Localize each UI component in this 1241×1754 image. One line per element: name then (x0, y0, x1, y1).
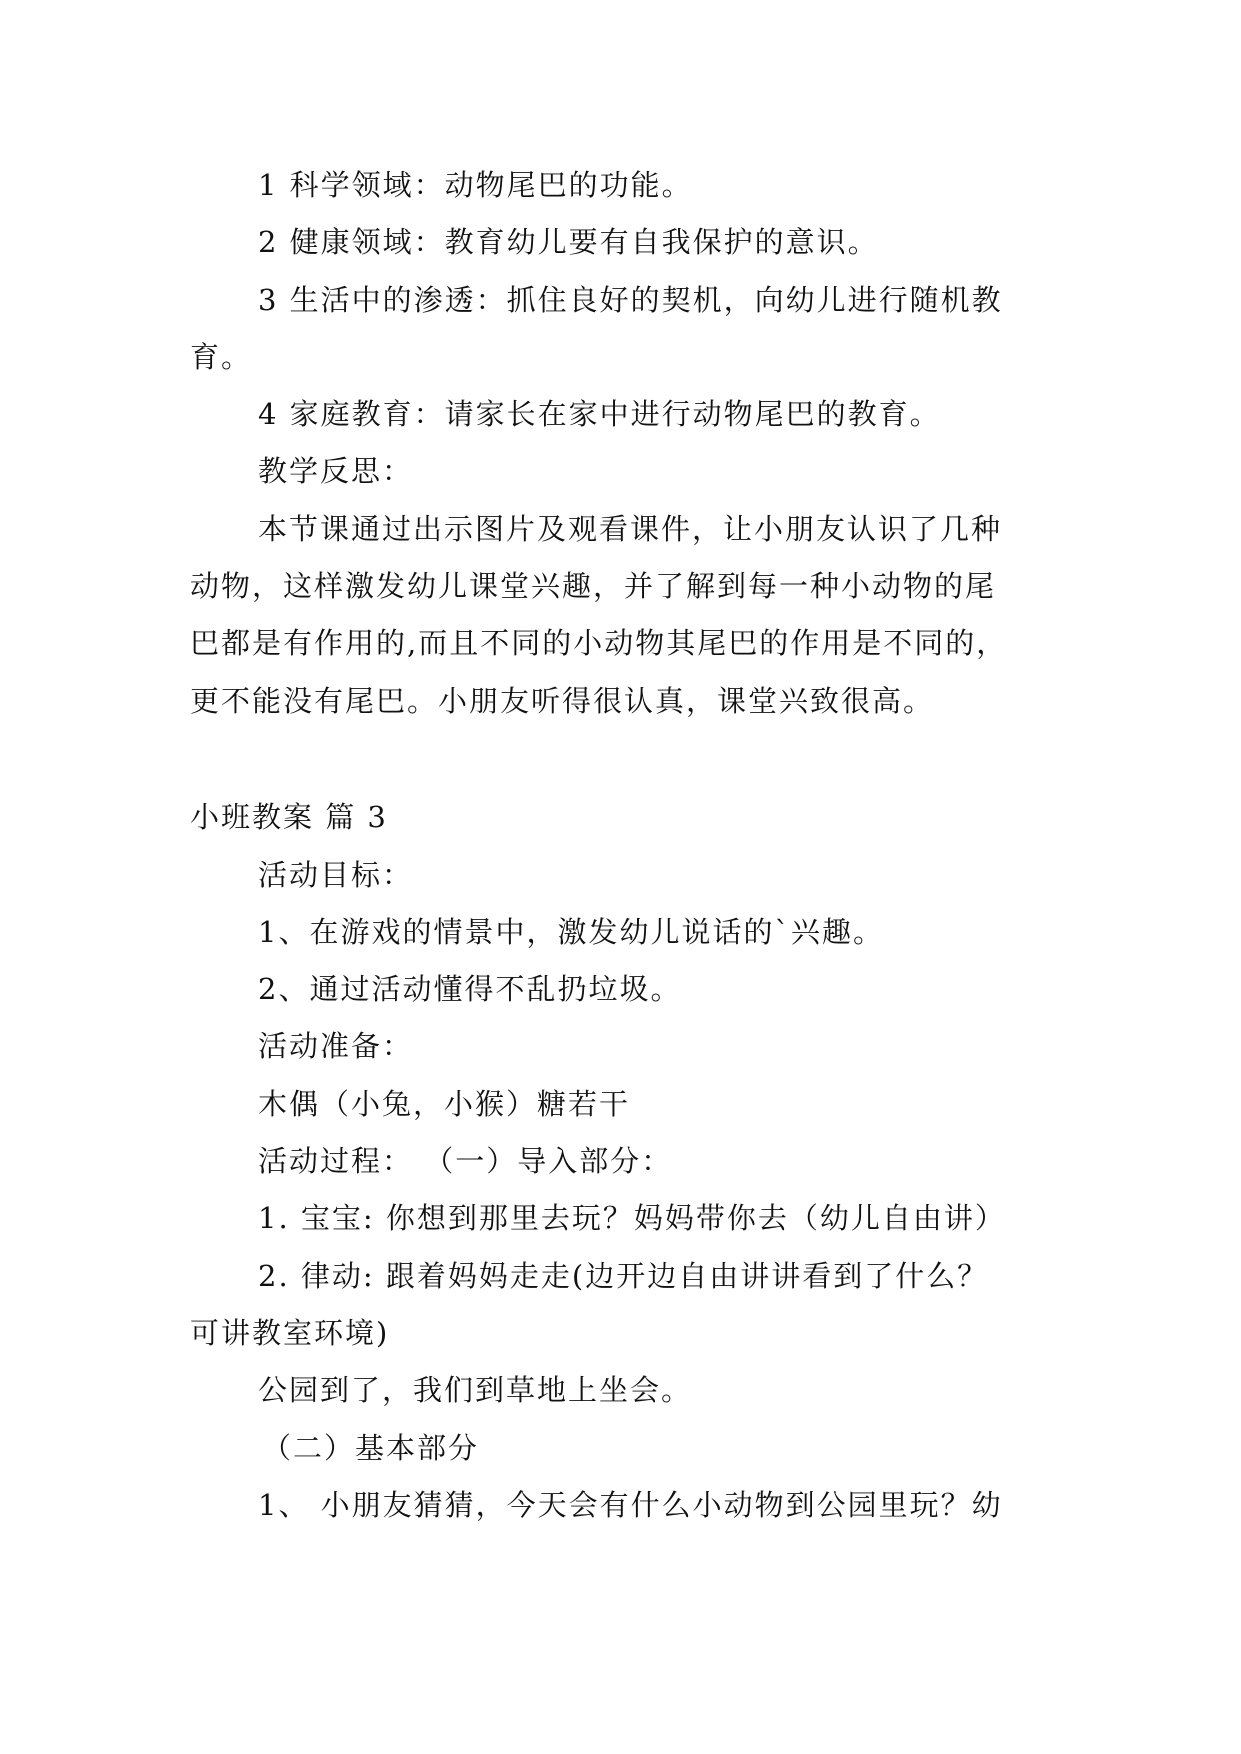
reflection-line-1: 本节课通过出示图片及观看课件，让小朋友认识了几种 (258, 512, 1003, 546)
prep-items: 木偶（小兔，小猴）糖若干 (258, 1087, 631, 1121)
process-line-4: 1、 小朋友猜猜，今天会有什么小动物到公园里玩？幼 (258, 1488, 1003, 1522)
extension-item-3-continued: 育。 (190, 340, 253, 374)
goal-item-1: 1、在游戏的情景中，激发幼儿说话的`兴趣。 (258, 915, 884, 949)
extension-item-3: 3 生活中的渗透：抓住良好的契机，向幼儿进行随机教 (258, 283, 1003, 317)
process-line-2: 2. 律动: 跟着妈妈走走(边开边自由讲讲看到了什么？ (258, 1259, 989, 1293)
basic-part-heading: （二）基本部分 (262, 1431, 480, 1465)
section-title: 小班教案 篇 3 (190, 800, 388, 834)
extension-item-4: 4 家庭教育：请家长在家中进行动物尾巴的教育。 (258, 397, 941, 431)
process-line-3: 公园到了，我们到草地上坐会。 (258, 1373, 693, 1407)
extension-item-2: 2 健康领域：教育幼儿要有自我保护的意识。 (258, 225, 879, 259)
extension-item-1: 1 科学领域：动物尾巴的功能。 (258, 168, 693, 202)
reflection-line-4: 更不能没有尾巴。小朋友听得很认真，课堂兴致很高。 (190, 684, 935, 718)
reflection-line-2: 动物，这样激发幼儿课堂兴趣，并了解到每一种小动物的尾 (190, 569, 997, 603)
process-line-2-continued: 可讲教室环境) (190, 1316, 390, 1350)
goals-heading: 活动目标： (258, 858, 414, 892)
process-heading: 活动过程： （一）导入部分： (258, 1144, 673, 1178)
reflection-heading: 教学反思： (258, 454, 414, 488)
goal-item-2: 2、通过活动懂得不乱扔垃圾。 (258, 972, 682, 1006)
prep-heading: 活动准备： (258, 1029, 414, 1063)
reflection-line-3: 巴都是有作用的,而且不同的小动物其尾巴的作用是不同的， (190, 626, 1008, 660)
process-line-1: 1. 宝宝: 你想到那里去玩？妈妈带你去（幼儿自由讲） (258, 1201, 1006, 1235)
